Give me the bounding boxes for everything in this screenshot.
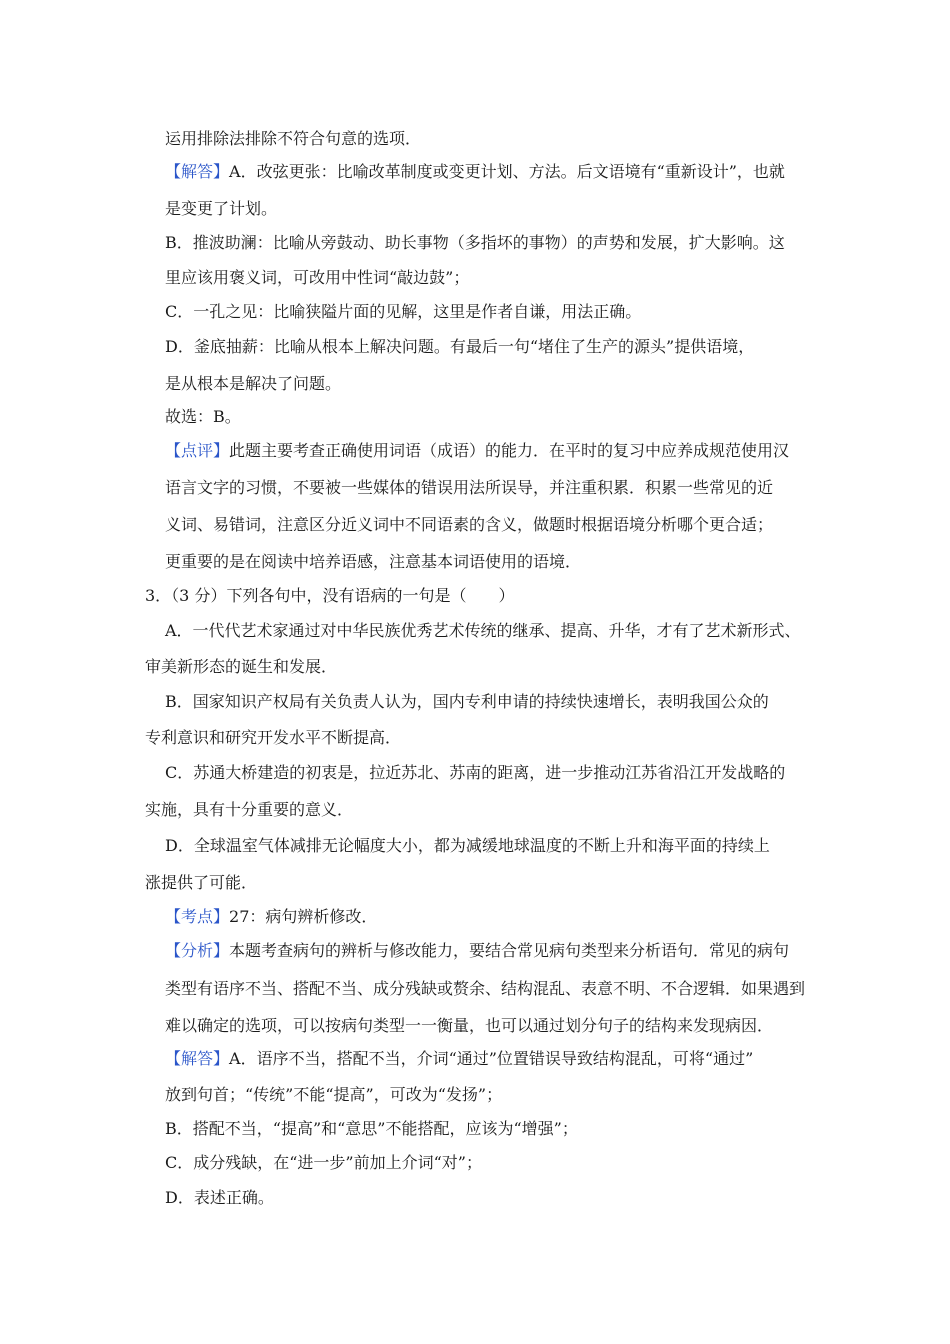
q3-option-d: D．全球温室气体减排无论幅度大小，都为减缓地球温度的不断上升和海平面的持续上 xyxy=(165,836,770,855)
q2-analysis-continued: 运用排除法排除不符合句意的选项． xyxy=(165,129,422,148)
q3-option-c-cont: 实施，具有十分重要的意义． xyxy=(145,800,354,819)
q3-option-c: C．苏通大桥建造的初衷是，拉近苏北、苏南的距离，进一步推动江苏省沿江开发战略的 xyxy=(165,763,786,782)
q2-comment-tag: 【点评】 xyxy=(165,441,230,460)
q3-answer-line-1 xyxy=(165,1049,753,1069)
q3-analysis-line-1 xyxy=(165,941,789,961)
q2-comment-line-3: 义词、易错词，注意区分近义词中不同语素的含义，做题时根据语境分析哪个更合适； xyxy=(165,515,774,534)
q2-comment-line-2: 语言文字的习惯，不要被一些媒体的错误用法所误导，并注重积累．积累一些常见的近 xyxy=(165,478,774,497)
q3-analysis-line-3: 难以确定的选项，可以按病句类型一一衡量，也可以通过划分句子的结构来发现病因． xyxy=(165,1016,774,1035)
q3-analysis-line-2: 类型有语序不当、搭配不当、成分残缺或赘余、结构混乱、表意不明、不合逻辑．如果遇到 xyxy=(165,979,806,998)
q3-option-b-cont: 专利意识和研究开发水平不断提高． xyxy=(145,728,402,747)
q2-answer-option-d: D．釜底抽薪：比喻从根本上解决问题。有最后一句“堵住了生产的源头”提供语境， xyxy=(165,337,755,356)
q2-answer-option-b: B．推波助澜：比喻从旁鼓动、助长事物（多指坏的事物）的声势和发展，扩大影响。这 xyxy=(165,233,785,252)
q3-answer-option-a: A．语序不当，搭配不当，介词“通过”位置错误导致结构混乱，可将“通过” xyxy=(229,1049,754,1068)
q2-answer-option-a: A．改弦更张：比喻改革制度或变更计划、方法。后文语境有“重新设计”，也就 xyxy=(229,162,785,181)
q3-answer-option-a-cont: 放到句首；“传统”不能“提高”，可改为“发扬”； xyxy=(165,1085,503,1104)
q3-point-tag: 【考点】 xyxy=(165,907,230,926)
q2-comment-text-1: 此题主要考查正确使用词语（成语）的能力．在平时的复习中应养成规范使用汉 xyxy=(229,441,790,460)
q3-option-a-cont: 审美新形态的诞生和发展． xyxy=(145,657,338,676)
q3-point-text: 27：病句辨析修改． xyxy=(229,907,378,926)
q2-answer-option-a-cont: 是变更了计划。 xyxy=(165,199,278,218)
q3-answer-option-c: C．成分残缺，在“进一步”前加上介词“对”； xyxy=(165,1153,482,1172)
q2-answer-option-b-cont: 里应该用褒义词，可改用中性词“敲边鼓”； xyxy=(165,268,470,287)
q3-analysis-text-1: 本题考查病句的辨析与修改能力，要结合常见病句类型来分析语句．常见的病句 xyxy=(229,941,790,960)
q2-answer-choice: 故选：B。 xyxy=(165,407,241,426)
q2-answer-line-1 xyxy=(165,162,785,182)
q2-comment-line-4: 更重要的是在阅读中培养语感，注意基本词语使用的语境． xyxy=(165,552,582,571)
q2-comment-line-1 xyxy=(165,441,789,461)
q2-answer-tag: 【解答】 xyxy=(165,162,230,181)
q3-analysis-tag: 【分析】 xyxy=(165,941,230,960)
q3-answer-tag: 【解答】 xyxy=(165,1049,230,1068)
q3-option-d-cont: 涨提供了可能． xyxy=(145,873,258,892)
q3-point-line xyxy=(165,907,377,927)
q3-option-a: A．一代代艺术家通过对中华民族优秀艺术传统的继承、提高、升华，才有了艺术新形式、 xyxy=(165,621,801,640)
q3-answer-option-b: B．搭配不当，“提高”和“意思”不能搭配，应该为“增强”； xyxy=(165,1119,578,1138)
q3-stem: 3．（3 分）下列各句中，没有语病的一句是（ ） xyxy=(145,586,515,605)
q3-answer-option-d: D．表述正确。 xyxy=(165,1188,274,1207)
q2-answer-option-d-cont: 是从根本是解决了问题。 xyxy=(165,374,342,393)
q2-answer-option-c: C．一孔之见：比喻狭隘片面的见解，这里是作者自谦，用法正确。 xyxy=(165,302,642,321)
q3-option-b: B．国家知识产权局有关负责人认为，国内专利申请的持续快速增长，表明我国公众的 xyxy=(165,692,769,711)
